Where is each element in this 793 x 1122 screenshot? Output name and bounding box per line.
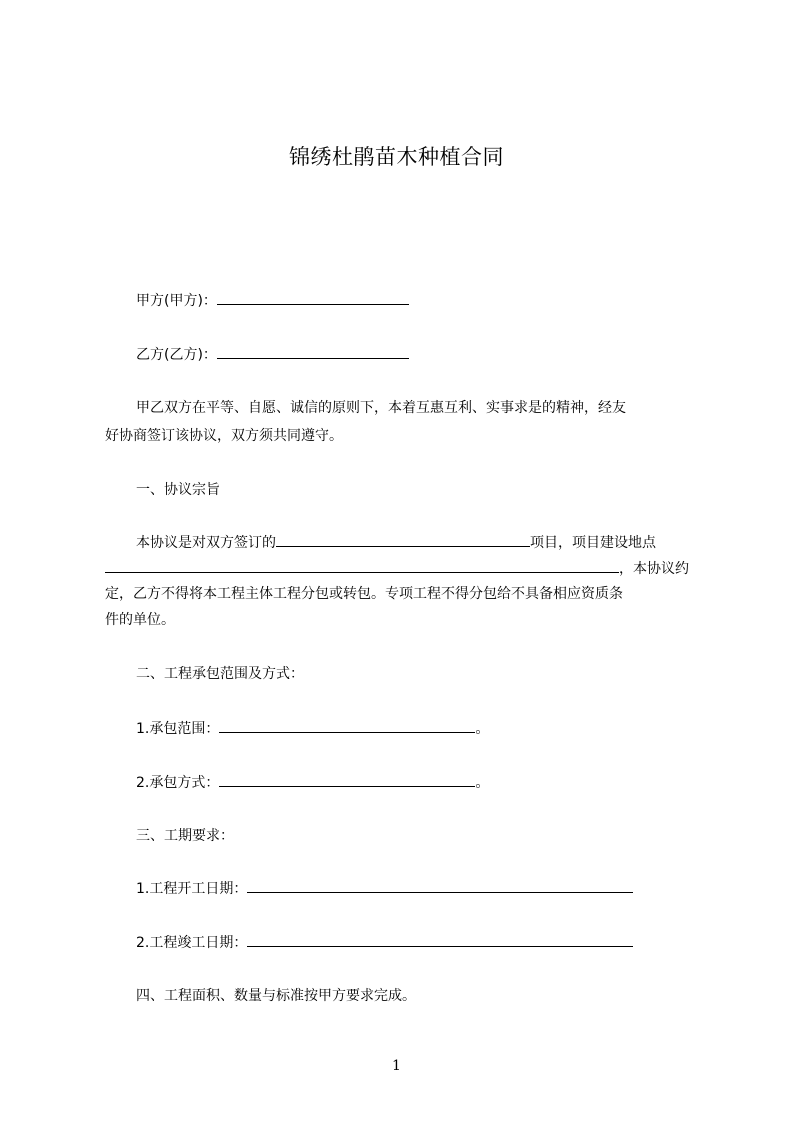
section2-item-1 (136, 718, 731, 739)
intro-line-1: 甲乙双方在平等、自愿、诚信的原则下，本着互惠互利、实事求是的精神，经友 (136, 400, 626, 416)
method-label: 2.承包方式： (136, 775, 220, 791)
start-date-label: 1.工程开工日期： (136, 881, 248, 897)
start-date-blank (247, 878, 633, 893)
section1-line-3: 定，乙方不得将本工程主体工程分包或转包。专项工程不得分包给不具备相应资质条 (105, 586, 623, 602)
section3-heading: 三、工期要求： (136, 828, 234, 844)
section1-line-4: 件的单位。 (105, 612, 175, 628)
section4-heading: 四、工程面积、数量与标准按甲方要求完成。 (136, 988, 416, 1004)
section2-heading: 二、工程承包范围及方式： (136, 666, 304, 682)
section1-line-2 (105, 558, 700, 579)
section3-item-2 (136, 932, 731, 953)
method-period: 。 (475, 775, 490, 791)
party-a-blank (217, 290, 409, 305)
section1-line1-end: 项目，项目建设地点 (530, 535, 656, 551)
section1-line-1 (136, 532, 731, 553)
section1-line2-end: ，本协议约 (619, 561, 689, 577)
party-a-label: 甲方(甲方)： (136, 293, 217, 309)
page-number: 1 (392, 1058, 401, 1074)
party-a-line (136, 290, 731, 311)
project-name-blank (276, 532, 530, 547)
section1-heading: 一、协议宗旨 (136, 482, 220, 498)
party-b-label: 乙方(乙方)： (136, 347, 217, 363)
party-b-line (136, 344, 731, 365)
project-location-blank (105, 558, 619, 573)
document-title: 锦绣杜鹃苗木种植合同 (289, 145, 504, 169)
scope-label: 1.承包范围： (136, 721, 220, 737)
section1-line1-start: 本协议是对双方签订的 (136, 535, 276, 551)
completion-date-blank (247, 932, 633, 947)
scope-blank (219, 718, 475, 733)
section2-item-2 (136, 772, 731, 793)
section3-item-1 (136, 878, 731, 899)
scope-period: 。 (475, 721, 490, 737)
method-blank (219, 772, 475, 787)
completion-date-label: 2.工程竣工日期： (136, 935, 248, 951)
party-b-blank (217, 344, 409, 359)
intro-line-2: 好协商签订该协议，双方须共同遵守。 (105, 428, 343, 444)
